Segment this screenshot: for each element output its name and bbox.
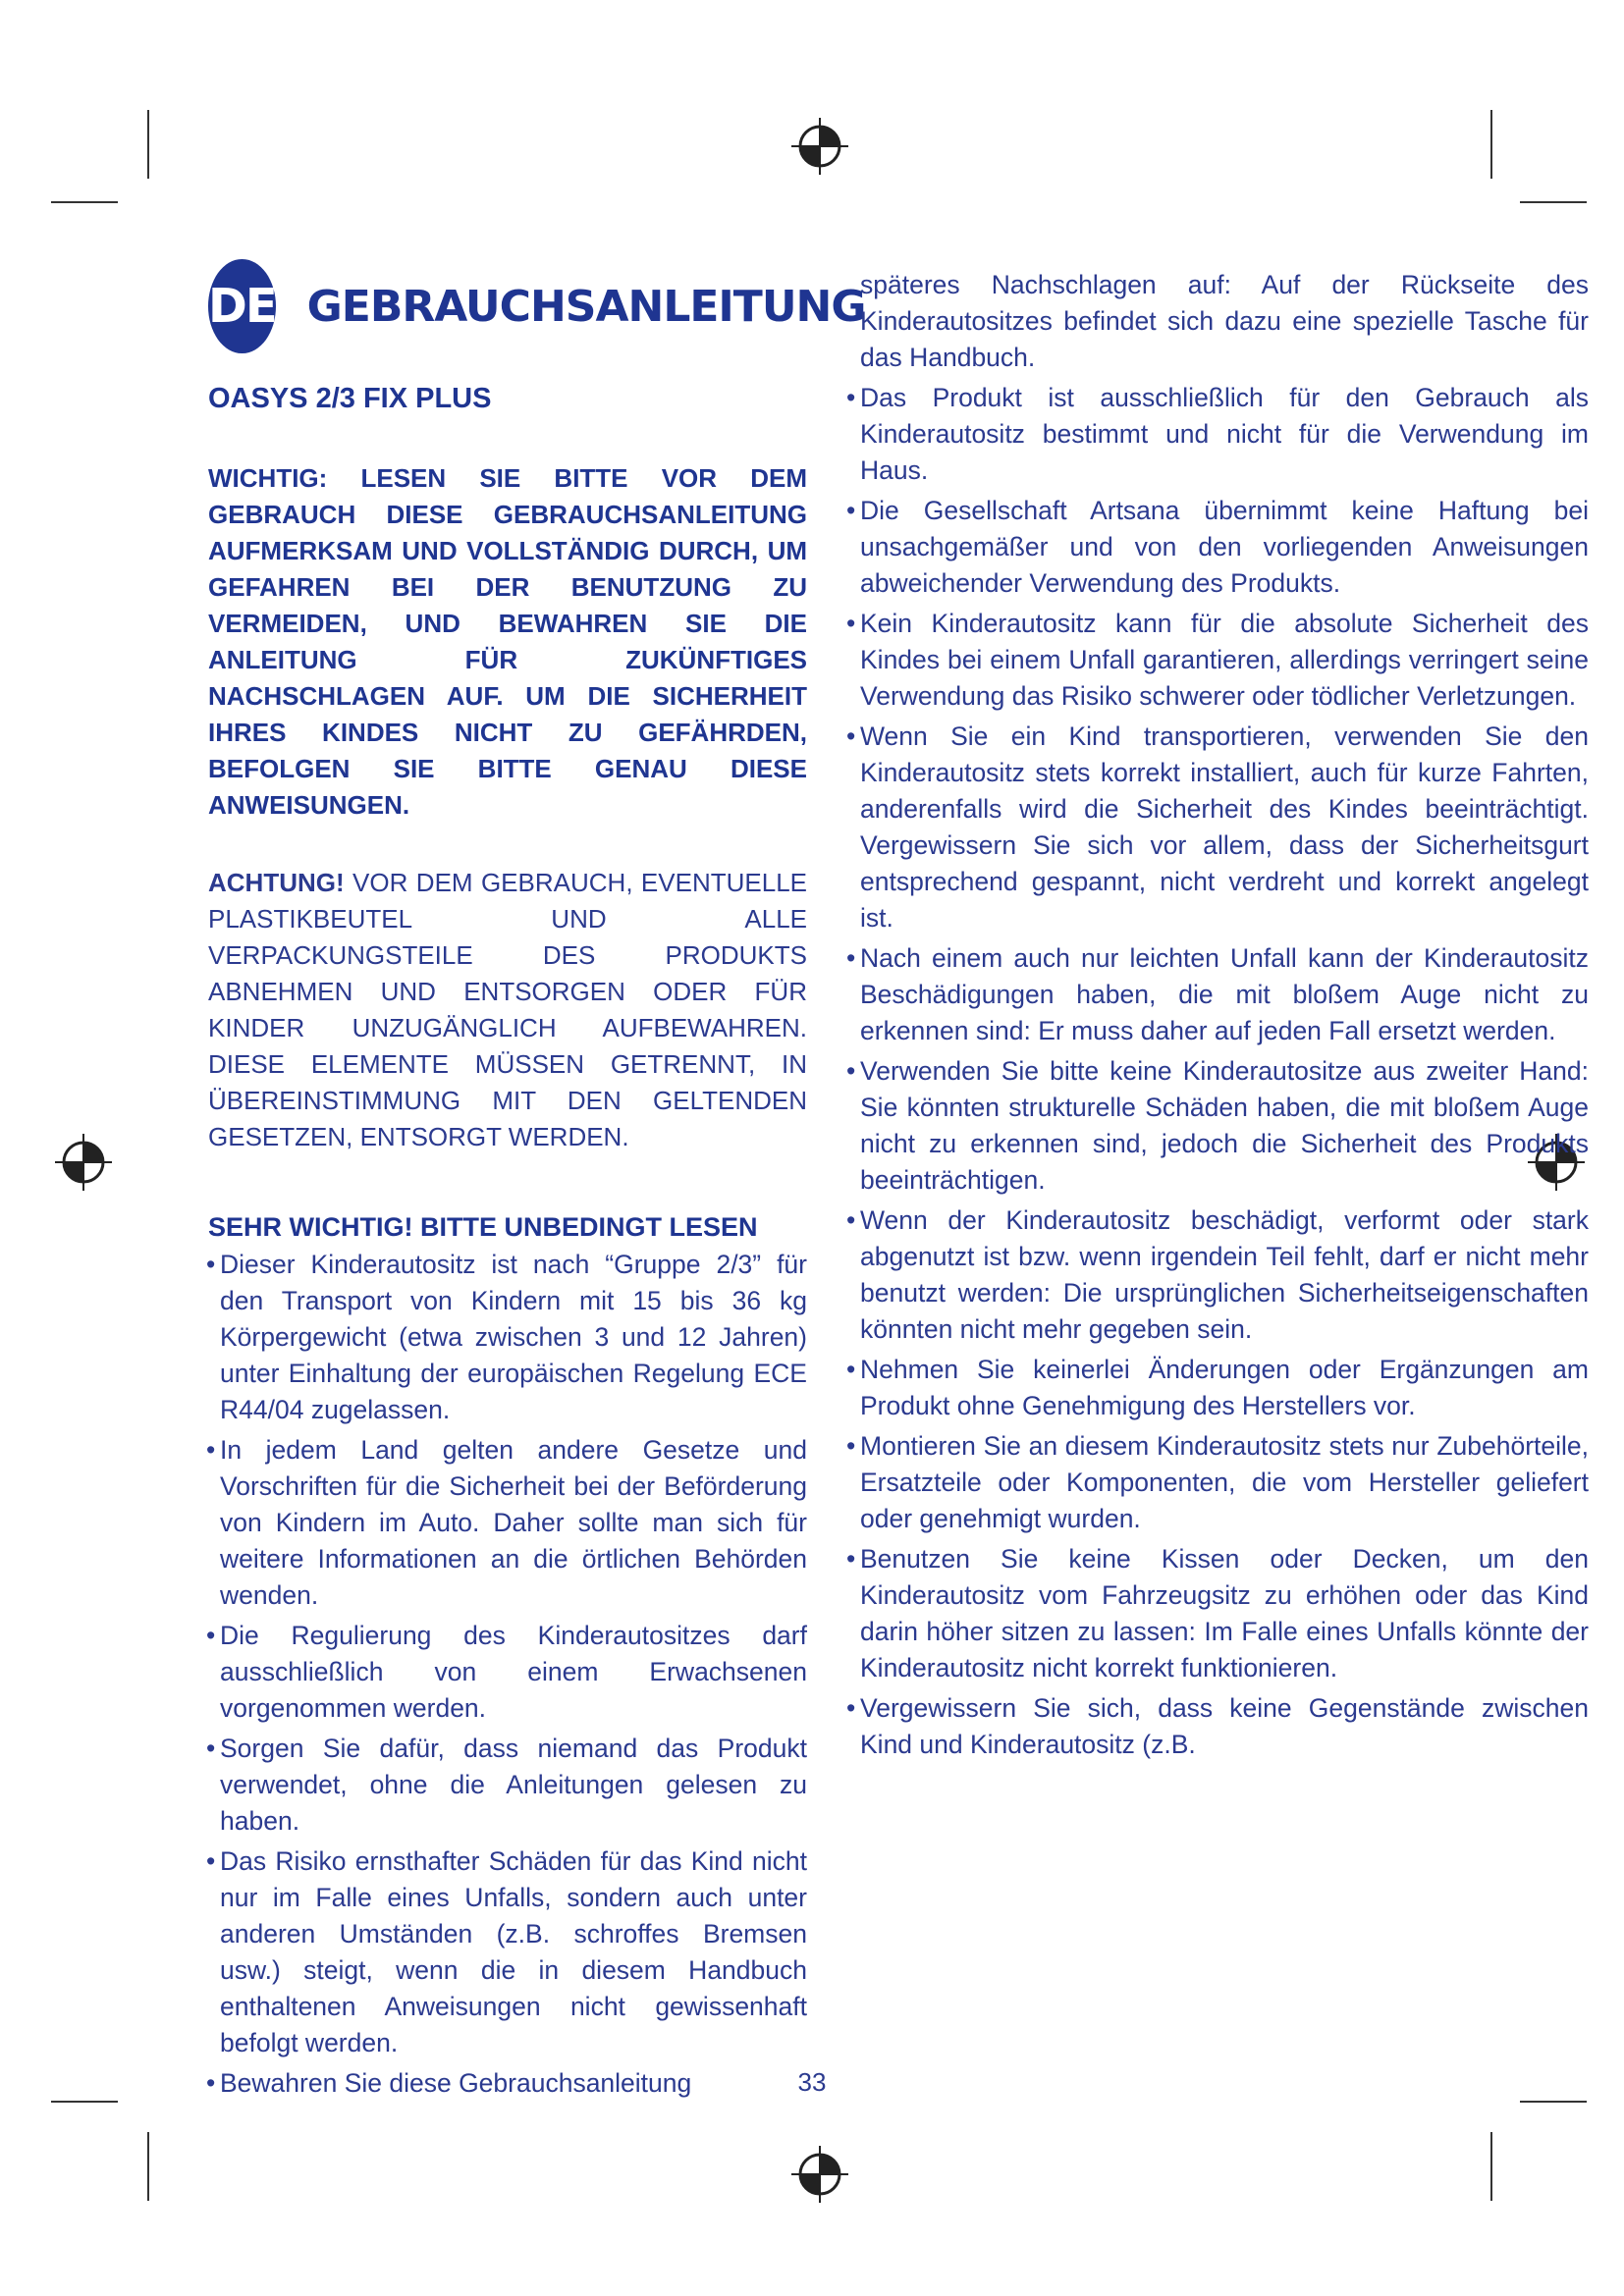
right-bullet-list (848, 267, 1589, 1763)
page-number: 33 (797, 2067, 827, 2097)
list-item-continuation: späteres Nachschlagen auf: Auf der Rückseite des Kinderautositzes befindet sich dazu eine spezielle Tasche für das Handbuch. (860, 270, 1589, 372)
language-badge: DE (208, 259, 276, 353)
list-item: • Kein Kinderautositz kann für die absolute Sicherheit des Kindes bei einem Unfall garantieren, allerdings verringert seine Verwendung das Risiko schwerer oder tödlicher Verletzungen. (848, 606, 1589, 715)
attention-text: VOR DEM GEBRAUCH, EVENTUELLE PLASTIKBEUTEL UND ALLE VERPACKUNGSTEILE DES PRODUKTS ABNEHMEN UND ENTSORGEN ODER FÜR KINDER UNZUGÄNGLICH AUFBEWAHREN. DIESE ELEMENTE MÜSSEN GETRENNT, IN ÜBEREINSTIMMUNG MIT DEN GELTENDEN GESETZEN, ENTSORGT WERDEN. (208, 868, 807, 1151)
list-item: • Verwenden Sie bitte keine Kinderautositze aus zweiter Hand: Sie könnten strukturelle Schäden haben, die mit bloßem Auge nicht zu erkennen sind, jedoch die Sicherheit des Produkts beeinträchtigen. (848, 1053, 1589, 1199)
crop-mark (147, 2132, 149, 2201)
section-heading: SEHR WICHTIG! BITTE UNBEDINGT LESEN (208, 1212, 758, 1242)
list-item: • Sorgen Sie dafür, dass niemand das Produkt verwendet, ohne die Anleitungen gelesen zu haben. (208, 1731, 807, 1840)
list-item: • Montieren Sie an diesem Kinderautositz stets nur Zubehörteile, Ersatzteile oder Komponenten, die vom Hersteller geliefert oder genehmigt wurden. (848, 1428, 1589, 1537)
crop-mark (1490, 2132, 1492, 2201)
product-name: OASYS 2/3 FIX PLUS (208, 383, 492, 414)
list-item: • Die Regulierung des Kinderautositzes darf ausschließlich von einem Erwachsenen vorgenommen werden. (208, 1618, 807, 1727)
registration-mark-icon (55, 1134, 112, 1191)
document-header (208, 257, 866, 355)
crop-mark (1520, 2101, 1587, 2103)
list-item: • Das Risiko ernsthafter Schäden für das Kind nicht nur im Falle eines Unfalls, sondern auch unter anderen Umständen (z.B. schroffes Bremsen usw.) steigt, wenn die in diesem Handbuch enthaltenen Anweisungen nicht gewissenhaft befolgt werden. (208, 1843, 807, 2061)
list-item: • Dieser Kinderautositz ist nach “Gruppe 2/3” für den Transport von Kindern mit 15 bis 36 kg Körpergewicht (etwa zwischen 3 und 12 Jahren) unter Einhaltung der europäischen Regelung ECE R44/04 zugelassen. (208, 1247, 807, 1428)
list-item: • Die Gesellschaft Artsana übernimmt keine Haftung bei unsachgemäßer und von den vorliegenden Anweisungen abweichender Verwendung des Produkts. (848, 493, 1589, 602)
crop-mark (1490, 110, 1492, 179)
registration-mark-icon (791, 118, 848, 175)
document-title: GEBRAUCHSANLEITUNG (306, 281, 866, 332)
crop-mark (1520, 201, 1587, 203)
list-item: • In jedem Land gelten andere Gesetze und Vorschriften für die Sicherheit bei der Beförderung von Kindern im Auto. Daher sollte man sich für weitere Informationen an die örtlichen Behörden wenden. (208, 1432, 807, 1614)
attention-notice (208, 865, 807, 1155)
crop-mark (147, 110, 149, 179)
list-item: • Das Produkt ist ausschließlich für den Gebrauch als Kinderautositz bestimmt und nicht für die Verwendung im Haus. (848, 380, 1589, 489)
list-item: • Benutzen Sie keine Kissen oder Decken, um den Kinderautositz vom Fahrzeugsitz zu erhöhen oder das Kind darin höher sitzen zu lassen: Im Falle eines Unfalls könnte der Kinderautositz nicht korrekt funktionieren. (848, 1541, 1589, 1686)
important-warning: WICHTIG: LESEN SIE BITTE VOR DEM GEBRAUCH DIESE GEBRAUCHSANLEITUNG AUFMERKSAM UND VOLLSTÄNDIG DURCH, UM GEFAHREN BEI DER BENUTZUNG ZU VERMEIDEN, UND BEWAHREN SIE DIE ANLEITUNG FÜR ZUKÜNFTIGES NACHSCHLAGEN AUF. UM DIE SICHERHEIT IHRES KINDES NICHT ZU GEFÄHRDEN, BEFOLGEN SIE BITTE GENAU DIESE ANWEISUNGEN. (208, 463, 807, 820)
list-item: • Bewahren Sie diese Gebrauchsanleitung (208, 2065, 807, 2102)
right-column (848, 263, 1589, 1767)
registration-mark-icon (791, 2146, 848, 2203)
list-item: • Wenn der Kinderautositz beschädigt, verformt oder stark abgenutzt ist bzw. wenn irgendein Teil fehlt, darf er nicht mehr benutzt werden: Die ursprünglichen Sicherheitseigenschaften könnten nicht mehr gegeben sein. (848, 1202, 1589, 1348)
list-item: • Vergewissern Sie sich, dass keine Gegenstände zwischen Kind und Kinderautositz (z.B. (848, 1690, 1589, 1763)
attention-lead: ACHTUNG! (208, 868, 345, 897)
list-item: • Nach einem auch nur leichten Unfall kann der Kinderautositz Beschädigungen haben, die mit bloßem Auge nicht zu erkennen sind: Er muss daher auf jeden Fall ersetzt werden. (848, 940, 1589, 1049)
crop-mark (51, 2101, 118, 2103)
list-item: • Wenn Sie ein Kind transportieren, verwenden Sie den Kinderautositz stets korrekt installiert, auch für kurze Fahrten, anderenfalls wird die Sicherheit des Kindes beeinträchtigt. Vergewissern Sie sich vor allem, dass der Sicherheitsgurt entsprechend gespannt, nicht verdreht und korrekt angelegt ist. (848, 719, 1589, 936)
left-bullet-list (208, 1247, 807, 2102)
list-item: • Nehmen Sie keinerlei Änderungen oder Ergänzungen am Produkt ohne Genehmigung des Herstellers vor. (848, 1352, 1589, 1424)
crop-mark (51, 201, 118, 203)
